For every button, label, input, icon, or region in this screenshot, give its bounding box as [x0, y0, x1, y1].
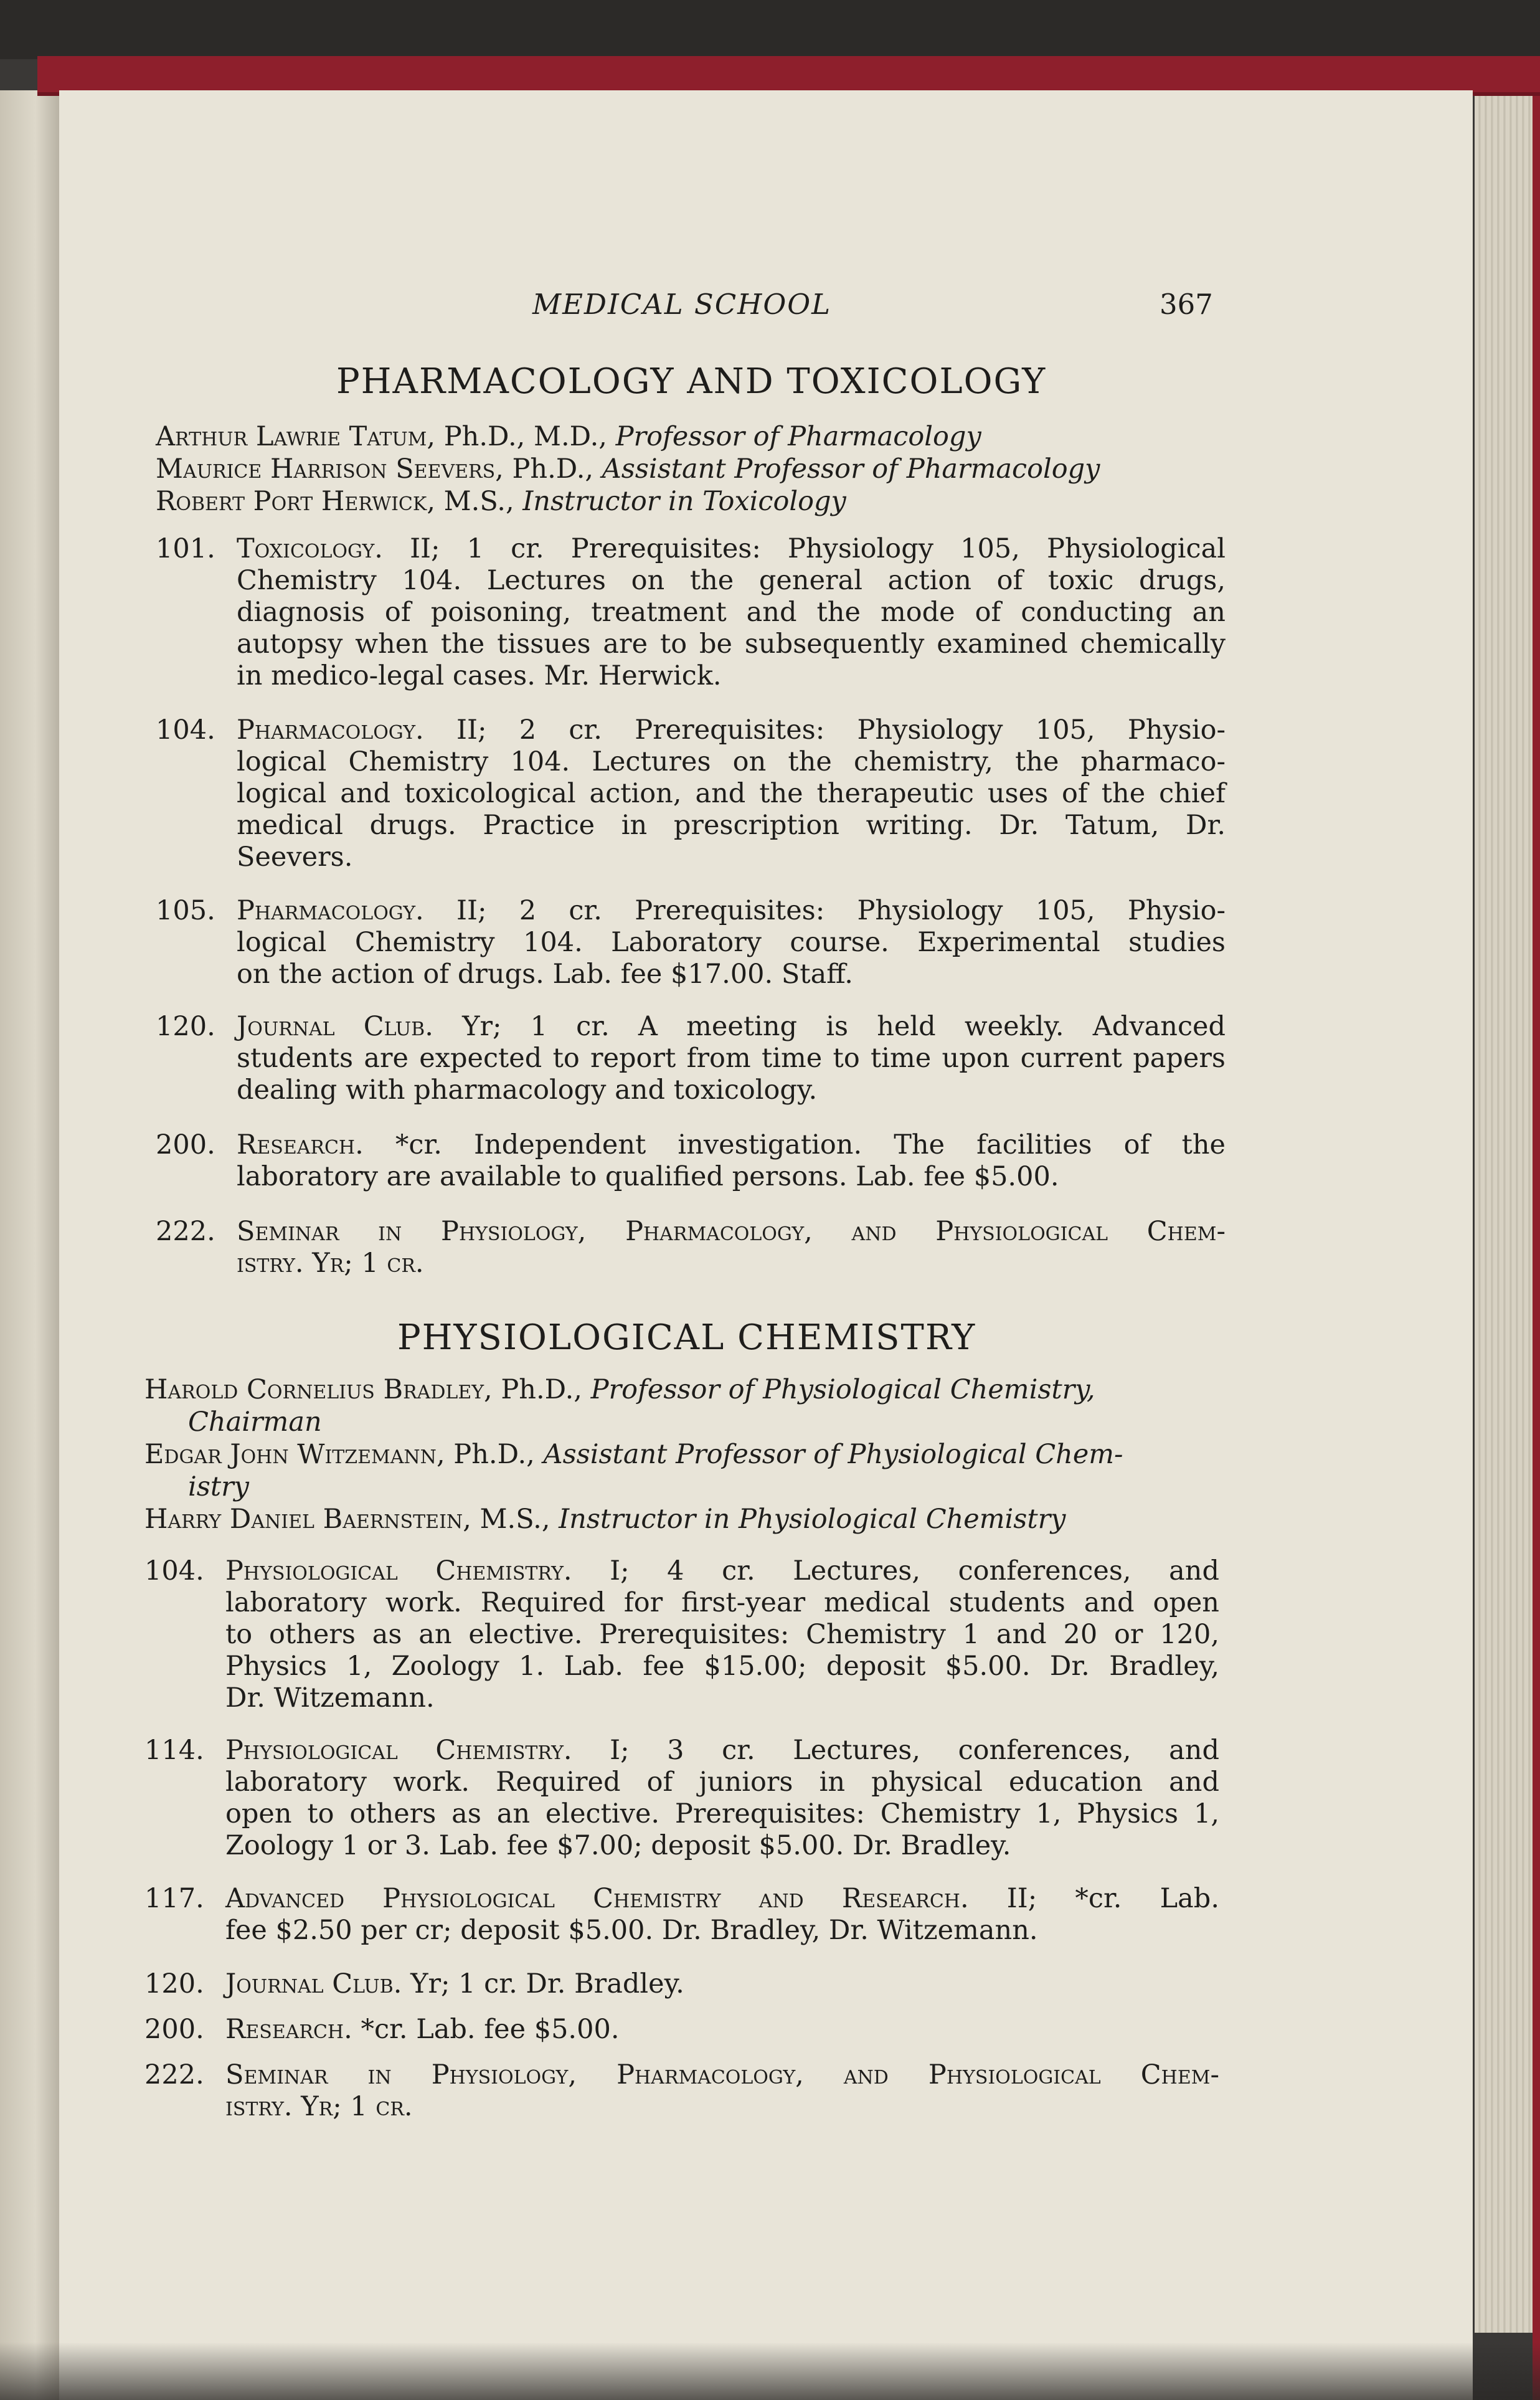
faculty-degrees: , M.S.,	[427, 486, 523, 517]
course-number: 105.	[156, 895, 215, 926]
course-line: dealing with pharmacology and toxicology.	[237, 1074, 818, 1106]
faculty-degrees: , Ph.D.,	[484, 1374, 591, 1405]
course-number: 104.	[156, 714, 215, 746]
course-title: Research.	[237, 1129, 364, 1160]
faculty-role-continued: Chairman	[188, 1406, 322, 1438]
course-line: istry. Yr; 1 cr.	[237, 1248, 424, 1279]
course-line: to others as an elective. Prerequisites: Chemistry 1 and 20 or 120,	[225, 1619, 1219, 1650]
course-number: 104.	[144, 1555, 204, 1587]
course-number: 200.	[144, 2014, 204, 2045]
scan-bottom-shadow	[0, 2342, 1540, 2400]
course-line: Zoology 1 or 3. Lab. fee $7.00; deposit $5.00. Dr. Bradley.	[225, 1830, 1011, 1861]
course-line: students are expected to report from time to time upon current papers	[237, 1043, 1226, 1074]
faculty-degrees: , Ph.D.,	[495, 453, 602, 485]
course-line: Research. *cr. Lab. fee $5.00.	[225, 2014, 620, 2045]
faculty-name: Arthur Lawrie Tatum	[156, 421, 427, 452]
faculty-entry	[144, 1373, 1123, 1438]
course-line: Journal Club. Yr; 1 cr. A meeting is held weekly. Advanced	[237, 1011, 1226, 1042]
course-number: 222.	[156, 1216, 215, 1247]
course-title: Pharmacology.	[237, 714, 424, 746]
course-line: on the action of drugs. Lab. fee $17.00. Staff.	[237, 959, 853, 990]
faculty-name: Harold Cornelius Bradley	[144, 1374, 484, 1405]
course-number: 120.	[144, 1968, 204, 1999]
faculty-role: Assistant Professor of Physiological Chem-	[543, 1439, 1123, 1470]
faculty-role: Instructor in Physiological Chemistry	[559, 1504, 1066, 1535]
course-line: Seevers.	[237, 842, 353, 873]
course-title: Pharmacology.	[237, 895, 424, 926]
course-number: 114.	[144, 1735, 204, 1766]
page-number: 367	[1160, 288, 1213, 321]
page-stack-edge	[1475, 90, 1540, 2333]
course-entry	[156, 895, 1226, 990]
faculty-name: Robert Port Herwick	[156, 486, 427, 517]
course-entry	[144, 1883, 1219, 1947]
course-title: Physiological Chemistry.	[225, 1735, 572, 1766]
faculty-entry	[144, 1503, 1123, 1535]
faculty-degrees: , M.S.,	[463, 1504, 559, 1535]
course-line: in medico-legal cases. Mr. Herwick.	[237, 660, 722, 691]
faculty-name: Maurice Harrison Seevers	[156, 453, 496, 485]
faculty-list-pharmacology	[156, 420, 1100, 518]
course-number: 117.	[144, 1883, 204, 1914]
course-line: Chemistry 104. Lectures on the general action of toxic drugs,	[237, 565, 1226, 596]
course-title: Toxicology.	[237, 533, 383, 564]
faculty-entry	[144, 1438, 1123, 1503]
faculty-entry	[156, 485, 1100, 518]
facing-page-edge	[0, 90, 59, 2400]
course-line	[225, 2059, 1219, 2091]
course-entry	[144, 2059, 1219, 2123]
faculty-name: Harry Daniel Baernstein	[144, 1504, 463, 1535]
course-line: logical Chemistry 104. Lectures on the chemistry, the pharmaco-	[237, 746, 1226, 777]
course-entry	[144, 2014, 1219, 2046]
course-number: 200.	[156, 1129, 215, 1160]
course-line: laboratory work. Required for first-year medical students and open	[225, 1587, 1219, 1618]
section-title-pharmacology: PHARMACOLOGY AND TOXICOLOGY	[336, 361, 1047, 402]
section-title-physiological-chemistry: PHYSIOLOGICAL CHEMISTRY	[397, 1317, 976, 1358]
course-line: Physiological Chemistry. I; 4 cr. Lectures, conferences, and	[225, 1555, 1219, 1587]
course-number: 120.	[156, 1011, 215, 1042]
running-header: MEDICAL SCHOOL	[532, 288, 832, 321]
course-title: Advanced Physiological Chemistry and Research.	[225, 1883, 969, 1914]
course-number: 101.	[156, 533, 215, 564]
faculty-role: Professor of Physiological Chemistry,	[590, 1374, 1095, 1405]
faculty-entry	[156, 420, 1100, 453]
course-entry	[156, 1011, 1226, 1106]
course-title: Journal Club.	[237, 1011, 433, 1042]
course-line: autopsy when the tissues are to be subsequently examined chemically	[237, 628, 1226, 660]
faculty-degrees: , Ph.D., M.D.,	[427, 421, 616, 452]
course-line: medical drugs. Practice in prescription writing. Dr. Tatum, Dr.	[237, 810, 1226, 841]
course-line: laboratory are available to qualified persons. Lab. fee $5.00.	[237, 1161, 1059, 1192]
course-entry	[156, 533, 1226, 692]
faculty-role: Professor of Pharmacology	[615, 421, 981, 452]
course-title: Seminar in Physiology, Pharmacology, and Physiological Chem-	[237, 1216, 1226, 1247]
course-line: Physiological Chemistry. I; 3 cr. Lectures, conferences, and	[225, 1735, 1219, 1766]
faculty-name: Edgar John Witzemann	[144, 1439, 437, 1470]
course-line: Advanced Physiological Chemistry and Research. II; *cr. Lab.	[225, 1883, 1219, 1914]
course-line: fee $2.50 per cr; deposit $5.00. Dr. Bradley, Dr. Witzemann.	[225, 1915, 1038, 1946]
binding-edge-right	[1533, 90, 1540, 2400]
course-title: Seminar in Physiology, Pharmacology, and Physiological Chem-	[225, 2059, 1219, 2090]
scan-top-background	[0, 0, 1540, 59]
faculty-entry	[156, 453, 1100, 485]
course-line: Toxicology. II; 1 cr. Prerequisites: Physiology 105, Physiological	[237, 533, 1226, 564]
course-entry	[156, 714, 1226, 873]
faculty-list-physiological-chemistry	[144, 1373, 1123, 1535]
course-line: laboratory work. Required of juniors in physical education and	[225, 1767, 1219, 1798]
course-line: Dr. Witzemann.	[225, 1682, 435, 1714]
course-title: Journal Club.	[225, 1968, 402, 1999]
faculty-role: Assistant Professor of Pharmacology	[602, 453, 1100, 485]
faculty-degrees: , Ph.D.,	[436, 1439, 544, 1470]
course-line: Journal Club. Yr; 1 cr. Dr. Bradley.	[225, 1968, 684, 1999]
course-line: Pharmacology. II; 2 cr. Prerequisites: Physiology 105, Physio-	[237, 714, 1226, 746]
course-line	[237, 1216, 1226, 1248]
course-line: logical and toxicological action, and the therapeutic uses of the chief	[237, 778, 1226, 809]
course-entry	[156, 1216, 1226, 1279]
course-line: open to others as an elective. Prerequisites: Chemistry 1, Physics 1,	[225, 1798, 1219, 1829]
course-title: Physiological Chemistry.	[225, 1555, 572, 1587]
course-entry	[156, 1129, 1226, 1193]
course-line: diagnosis of poisoning, treatment and the mode of conducting an	[237, 597, 1226, 628]
course-line: istry. Yr; 1 cr.	[225, 2091, 413, 2122]
faculty-role: Instructor in Toxicology	[522, 486, 846, 517]
course-entry	[144, 1735, 1219, 1862]
course-line: Research. *cr. Independent investigation. The facilities of the	[237, 1129, 1226, 1160]
faculty-role-continued: istry	[188, 1471, 249, 1502]
course-title: Research.	[225, 2014, 352, 2045]
course-line: Physics 1, Zoology 1. Lab. fee $15.00; deposit $5.00. Dr. Bradley,	[225, 1651, 1219, 1682]
course-line: logical Chemistry 104. Laboratory course. Experimental studies	[237, 927, 1226, 958]
course-line: Pharmacology. II; 2 cr. Prerequisites: Physiology 105, Physio-	[237, 895, 1226, 926]
course-number: 222.	[144, 2059, 204, 2090]
course-entry	[144, 1555, 1219, 1714]
course-entry	[144, 1968, 1219, 2000]
